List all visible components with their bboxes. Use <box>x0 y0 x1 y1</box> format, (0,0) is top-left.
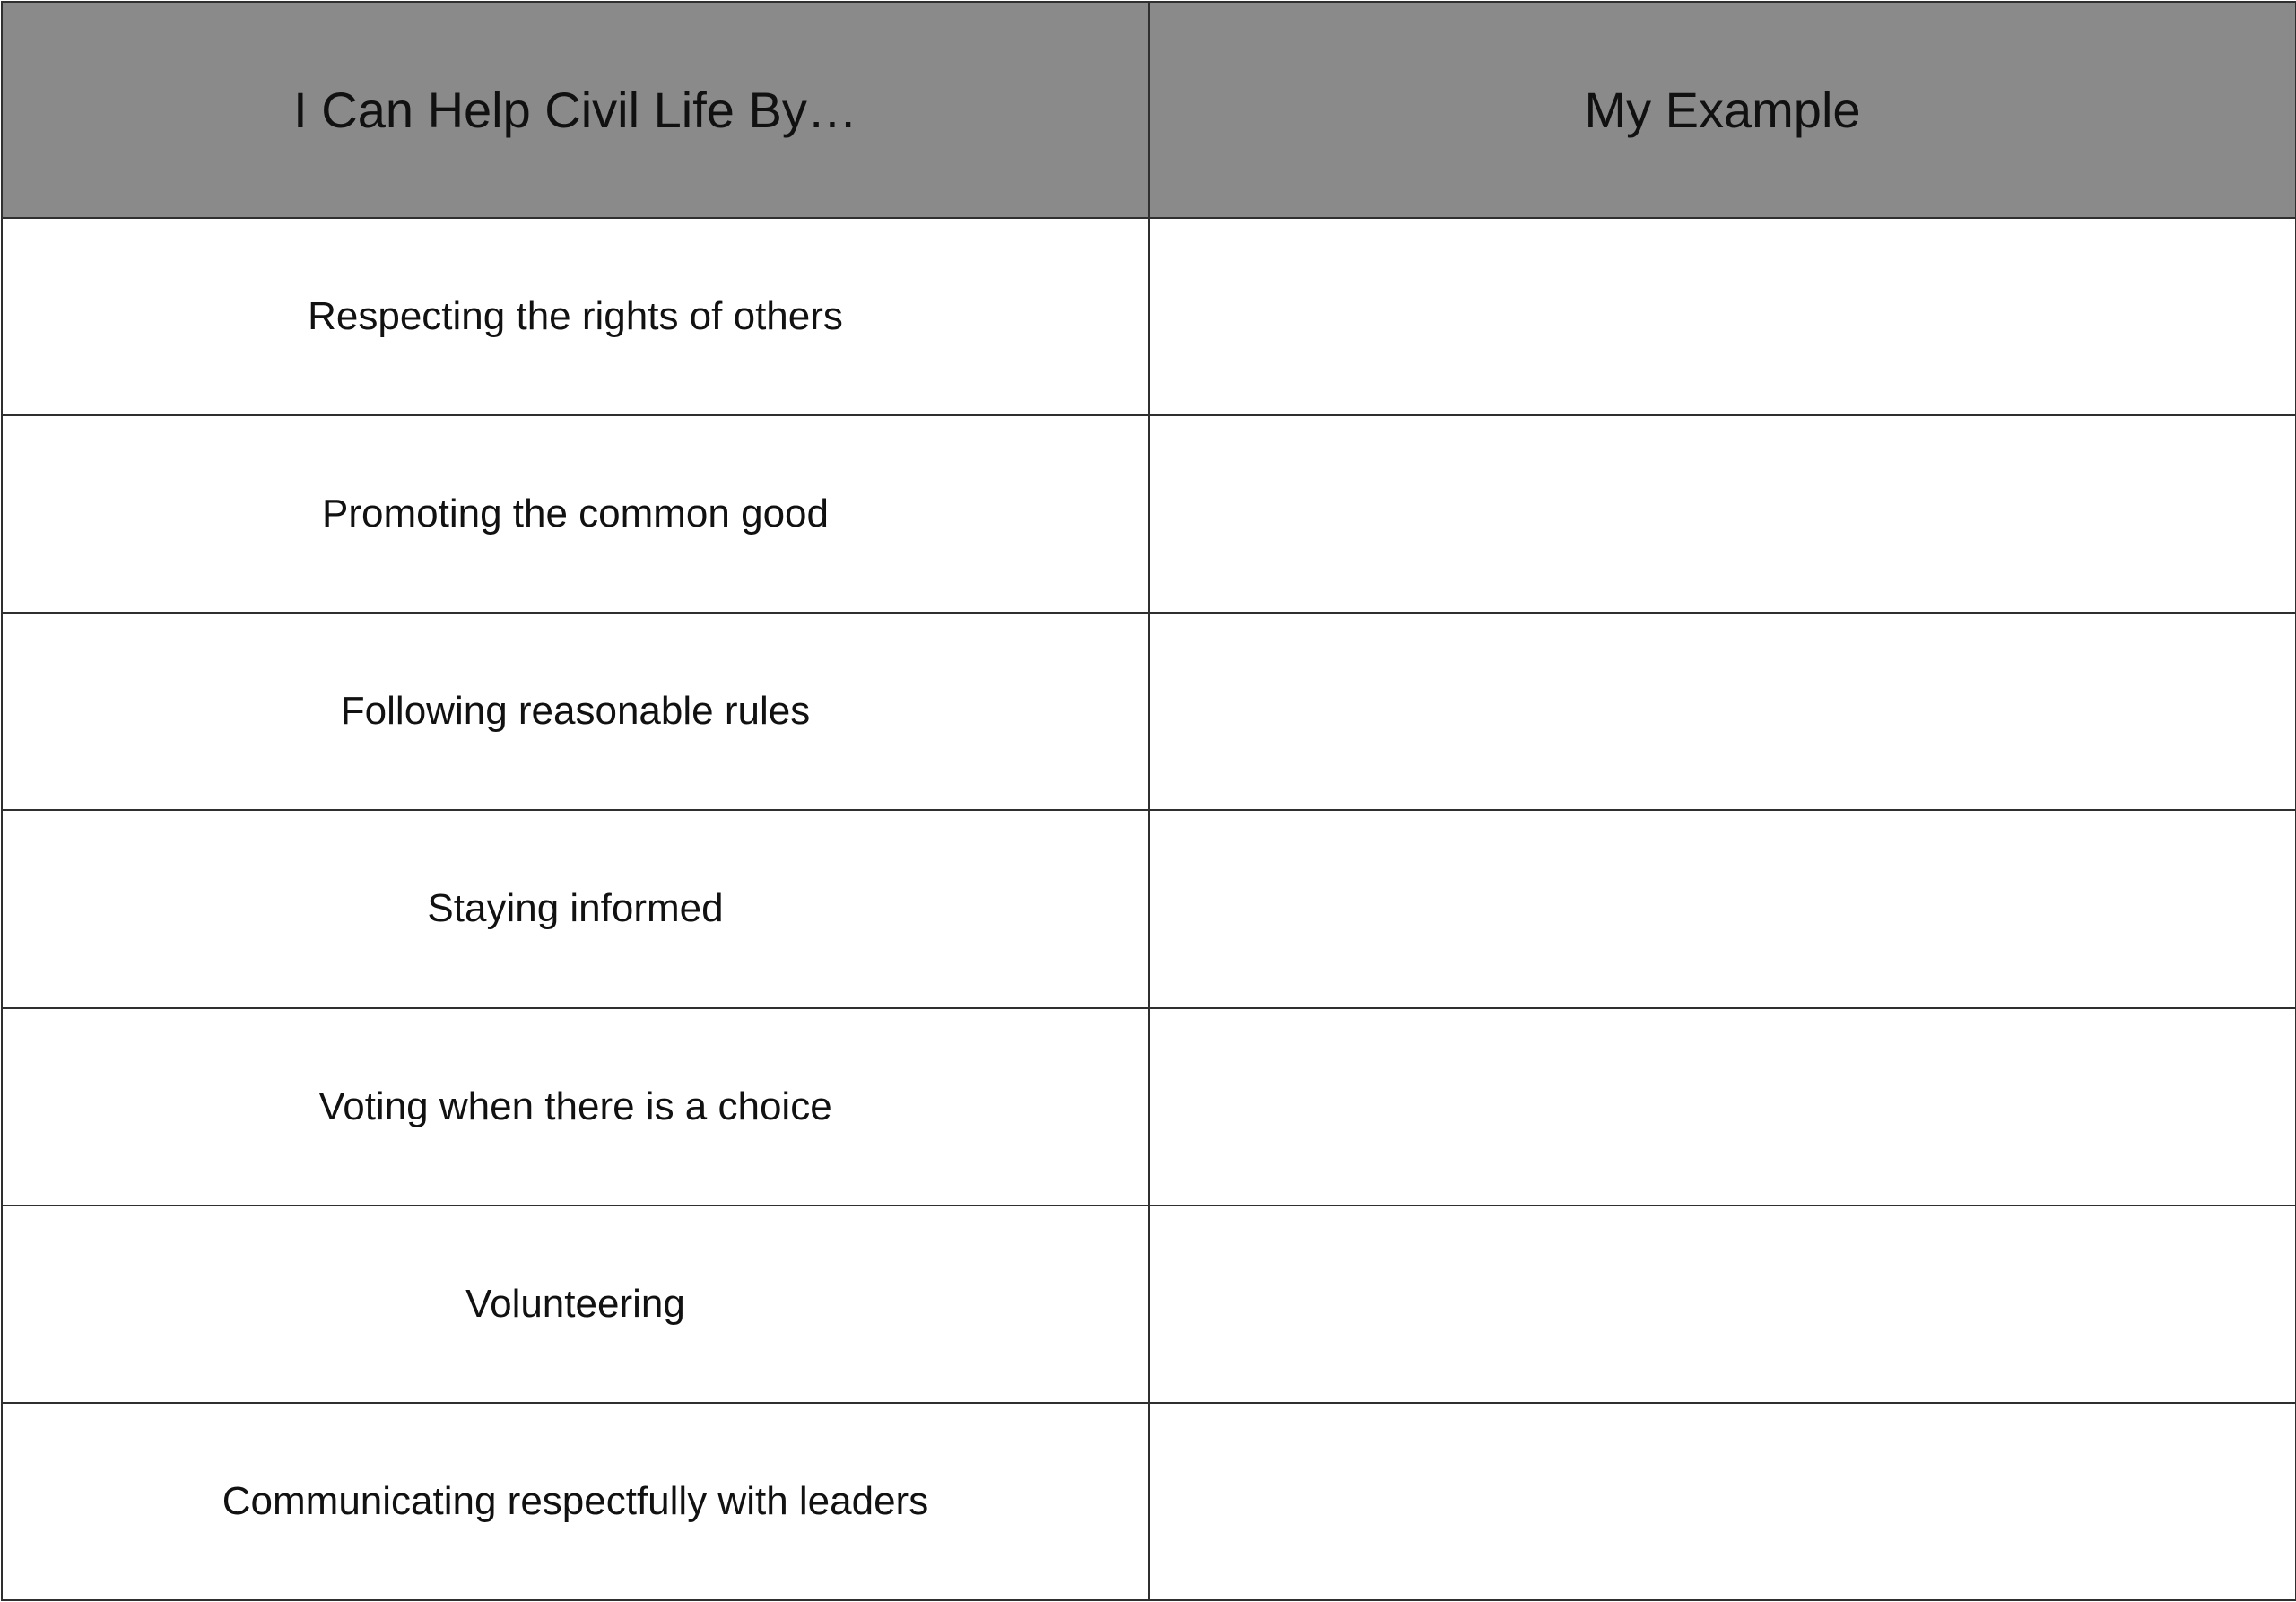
activity-cell: Communicating respectfully with leaders <box>2 1403 1149 1600</box>
table-row <box>2 810 2296 1007</box>
activity-cell: Voting when there is a choice <box>2 1008 1149 1206</box>
civic-table <box>1 1 2296 1601</box>
table-body <box>2 218 2296 1600</box>
table-row <box>2 613 2296 810</box>
table-row <box>2 218 2296 415</box>
example-cell[interactable] <box>1149 810 2296 1007</box>
activity-cell: Promoting the common good <box>2 415 1149 613</box>
header-my-example: My Example <box>1149 2 2296 218</box>
table-row <box>2 1403 2296 1600</box>
example-cell[interactable] <box>1149 1403 2296 1600</box>
table-row <box>2 1008 2296 1206</box>
header-row <box>2 2 2296 218</box>
example-cell[interactable] <box>1149 613 2296 810</box>
activity-cell: Volunteering <box>2 1206 1149 1403</box>
table-header <box>2 2 2296 218</box>
table-row <box>2 415 2296 613</box>
activity-cell: Following reasonable rules <box>2 613 1149 810</box>
table-row <box>2 1206 2296 1403</box>
example-cell[interactable] <box>1149 218 2296 415</box>
example-cell[interactable] <box>1149 1008 2296 1206</box>
example-cell[interactable] <box>1149 415 2296 613</box>
activity-cell: Respecting the rights of others <box>2 218 1149 415</box>
activity-cell: Staying informed <box>2 810 1149 1007</box>
example-cell[interactable] <box>1149 1206 2296 1403</box>
header-help-civil-life: I Can Help Civil Life By… <box>2 2 1149 218</box>
